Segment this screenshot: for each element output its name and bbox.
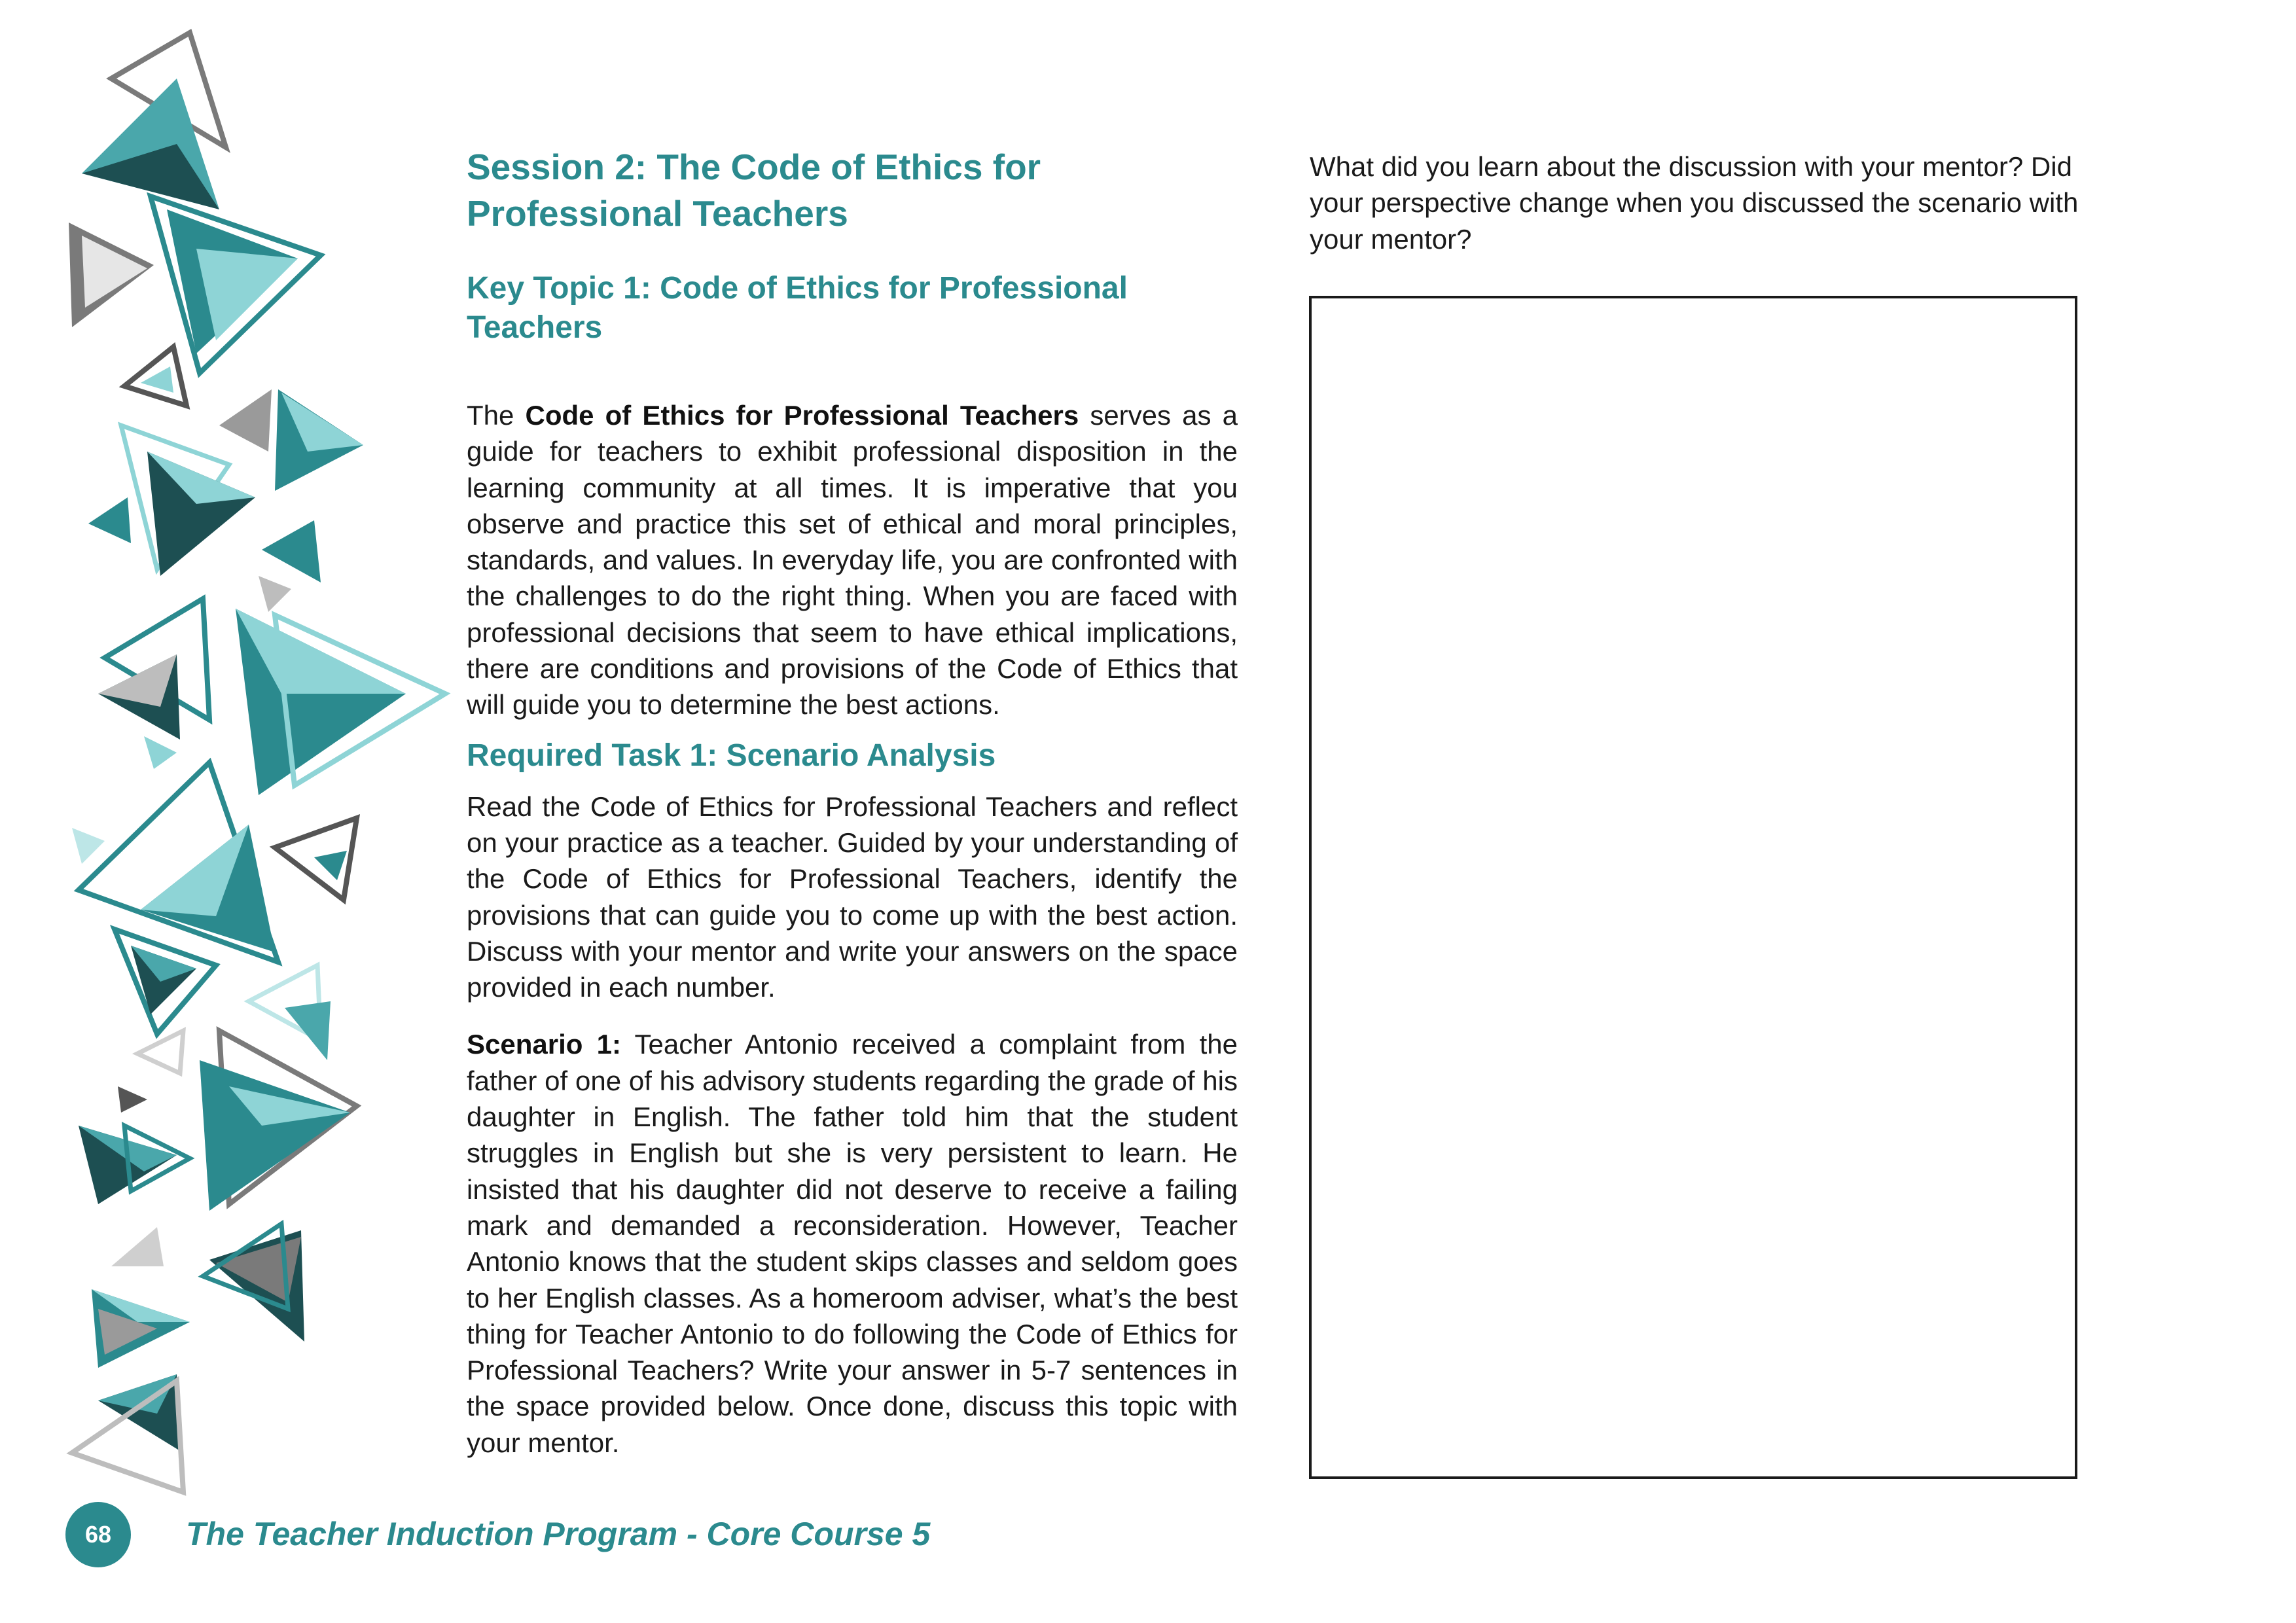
session-title: Session 2: The Code of Ethics for Professional Teachers — [467, 147, 1041, 234]
key-topic-title: Key Topic 1: Code of Ethics for Professional Teachers — [467, 271, 1128, 345]
task-paragraph: Read the Code of Ethics for Professional Teachers and reflect on your practice as a teacher. Guided by your understanding of the Code of Ethics for Professional Teachers, identify the provisions that can guide you to come up with the best action. Discuss with your mentor and write your answers on the space provided in each number. — [467, 791, 1238, 1003]
intro-paragraph: The Code of Ethics for Professional Teachers serves as a guide for teachers to exhibit professional disposition in the learning community at all times. It is imperative that you observe and practice this set of ethical and moral principles, standards, and values. In everyday life, you are confronted with the challenges to do the right thing. When you are faced with professional decisions that seem to have ethical implications, there are conditions and provisions of the Code of Ethics that will guide you to determine the best actions. — [467, 400, 1238, 721]
page-number-badge: 68 — [65, 1502, 131, 1567]
answer-box[interactable] — [1309, 296, 2077, 1479]
task-title: Required Task 1: Scenario Analysis — [467, 738, 996, 773]
decorative-triangles — [0, 0, 471, 1623]
footer-title: The Teacher Induction Program - Core Course 5 — [186, 1516, 931, 1552]
intro-bold-term: Code of Ethics for Professional Teachers — [525, 400, 1079, 431]
scenario-paragraph: Scenario 1: Teacher Antonio received a complaint from the father of one of his advisory students regarding the grade of his daughter in English. The father told him that the student struggles in English but she is very persistent to learn. He insisted that his daughter did not deserve to receive a failing mark and demanded a reconsideration. However, Teacher Antonio knows that the student skips classes and seldom goes to her English classes. As a homeroom adviser, what’s the best thing for Teacher Antonio to do following the Code of Ethics for Professional Teachers? Write your answer in 5-7 sentences in the space provided below. Once done, discuss this topic with your mentor. — [467, 1029, 1238, 1458]
reflection-question: What did you learn about the discussion with your mentor? Did your perspective change when you discussed the scenario with your mentor? — [1310, 151, 2079, 255]
scenario-label: Scenario 1: — [467, 1029, 622, 1060]
main-column — [467, 144, 1238, 1461]
